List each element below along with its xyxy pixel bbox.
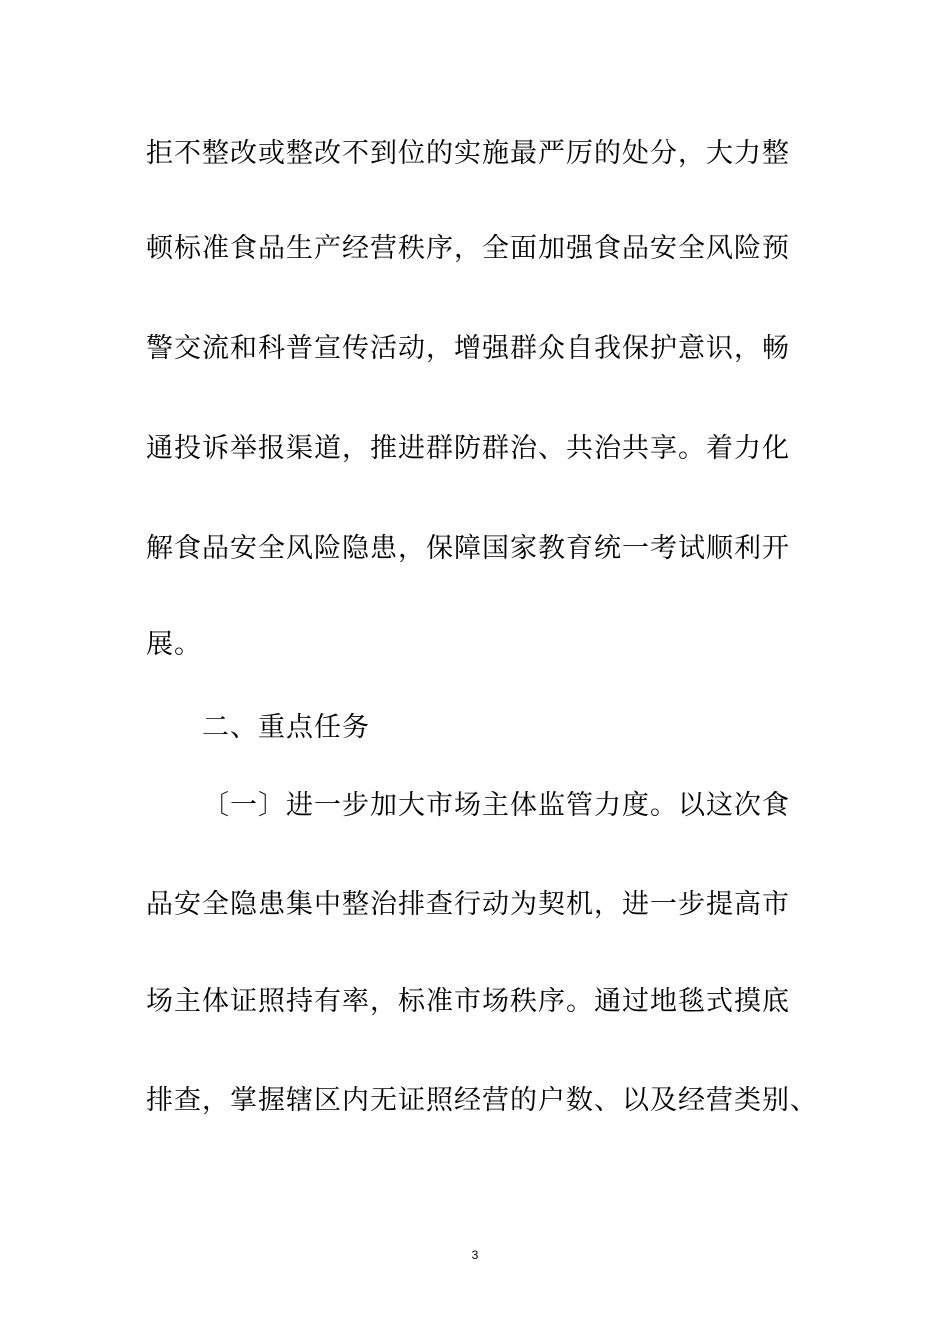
paragraph-line: 〔一〕进一步加大市场主体监管力度。以这次食 [202,790,790,821]
paragraph-line: 解食品安全风险隐患，保障国家教育统一考试顺利开 [146,533,790,564]
paragraph-line: 品安全隐患集中整治排查行动为契机，进一步提高市 [146,889,790,920]
paragraph-line: 场主体证照持有率，标准市场秩序。通过地毯式摸底 [146,986,790,1017]
paragraph-line: 通投诉举报渠道，推进群防群治、共治共享。着力化 [146,433,790,464]
paragraph-line: 排查，掌握辖区内无证照经营的户数、以及经营类别、 [146,1085,818,1116]
page-number: 3 [471,1248,479,1262]
section-heading: 二、重点任务 [202,712,370,743]
paragraph-line: 顿标准食品生产经营秩序，全面加强食品安全风险预 [146,233,790,264]
paragraph-line: 拒不整改或整改不到位的实施最严厉的处分，大力整 [146,138,790,169]
paragraph-line: 展。 [146,629,202,660]
paragraph-line: 警交流和科普宣传活动，增强群众自我保护意识，畅 [146,333,790,364]
